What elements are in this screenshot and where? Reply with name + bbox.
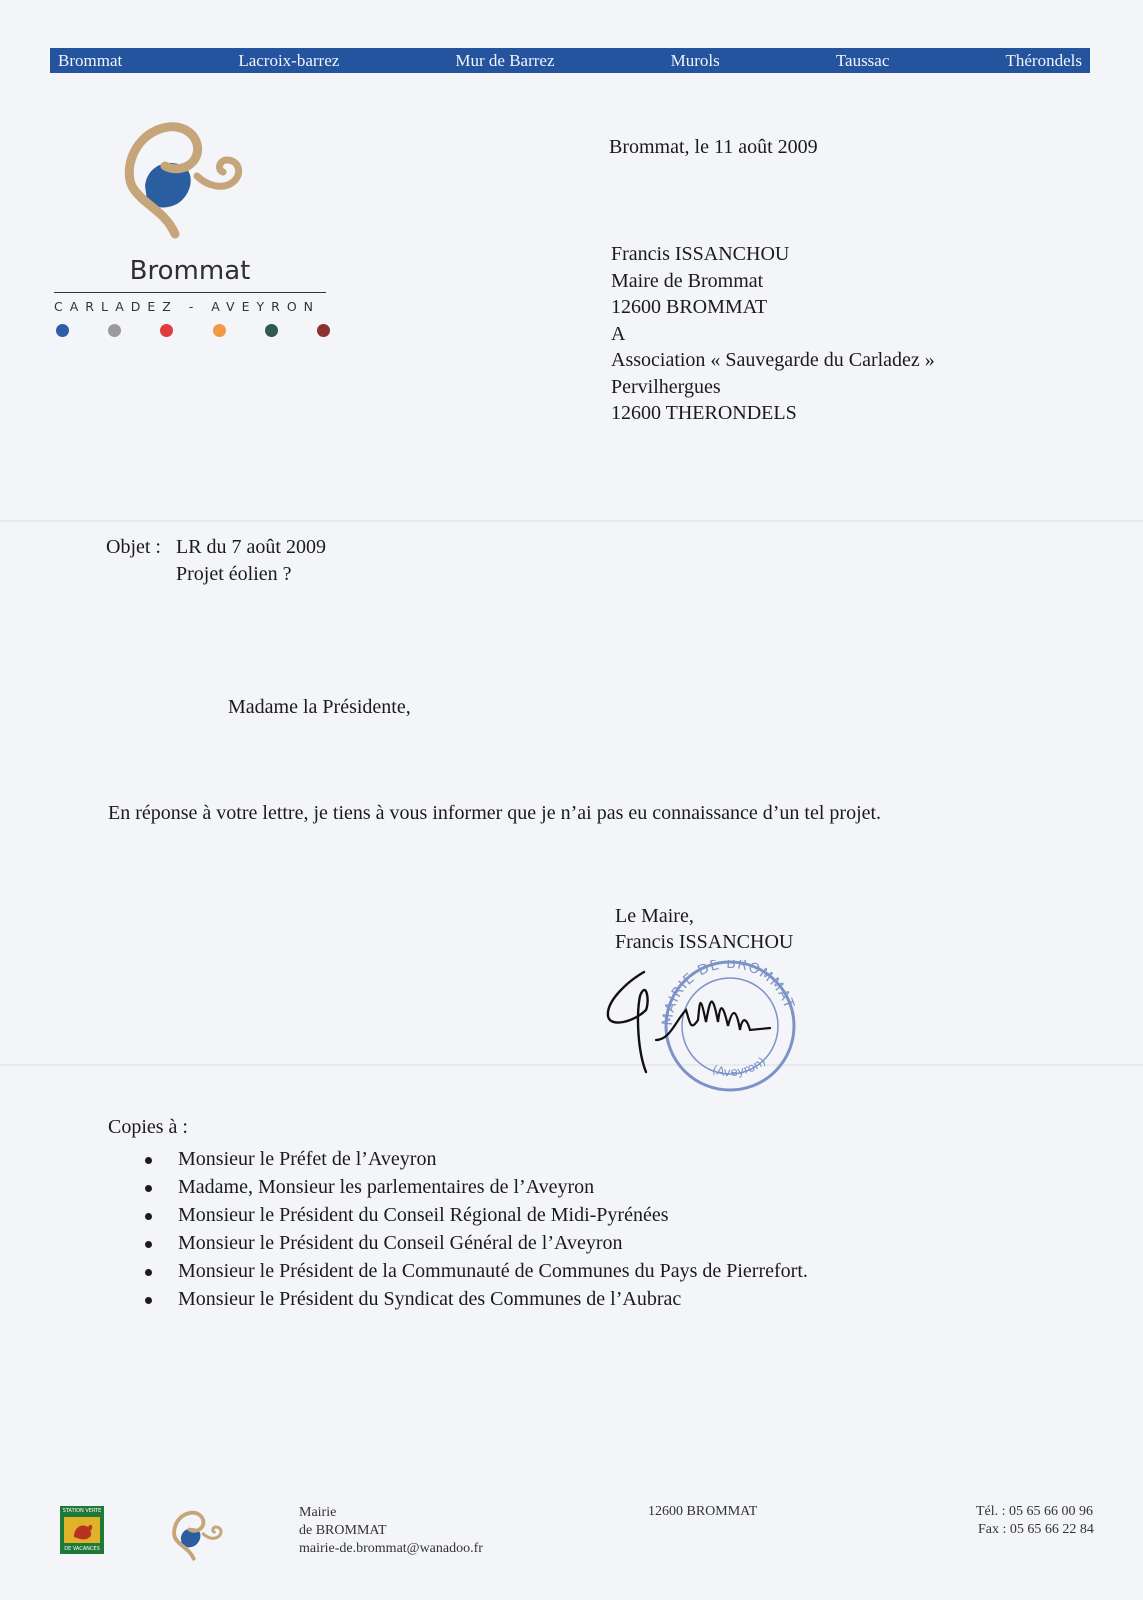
brommat-logo-icon <box>115 116 255 246</box>
sender-name: Francis ISSANCHOU <box>611 243 790 265</box>
list-item: Monsieur le Président du Syndicat des Communes de l’Aubrac <box>108 1285 808 1313</box>
sender-postcode: 12600 BROMMAT <box>611 296 768 318</box>
villages-bar <box>50 48 1090 73</box>
recipient-name: Association « Sauvegarde du Carladez » <box>611 349 935 371</box>
signature-title: Le Maire, <box>615 905 694 927</box>
dot-maroon <box>317 324 330 337</box>
signature-stamp-area <box>600 960 800 1105</box>
footer-logo-icon <box>168 1506 228 1566</box>
station-verte-badge <box>60 1506 104 1554</box>
village-name: Mur de Barrez <box>455 50 555 70</box>
village-name: Murols <box>670 50 720 70</box>
copies-label: Copies à : <box>108 1116 188 1138</box>
paper-fold <box>0 1064 1143 1068</box>
footer-address-line: de BROMMAT <box>299 1523 387 1538</box>
recipient-postcode: 12600 THERONDELS <box>611 402 797 424</box>
dot-orange <box>213 324 226 337</box>
logo-dots <box>56 324 330 337</box>
rooster-icon <box>60 1515 104 1545</box>
list-item: Monsieur le Président de la Communauté de Communes du Pays de Pierrefort. <box>108 1257 808 1285</box>
dot-red <box>160 324 173 337</box>
stamp-bottom-text: (Aveyron) <box>710 1054 769 1080</box>
subject-line: LR du 7 août 2009 <box>176 536 326 558</box>
municipality-logo <box>50 110 330 350</box>
logo-rule <box>54 292 326 293</box>
official-stamp <box>600 960 800 1100</box>
village-name: Lacroix-barrez <box>238 50 340 70</box>
subject-line: Projet éolien ? <box>176 563 292 585</box>
dot-green <box>265 324 278 337</box>
sender-title: Maire de Brommat <box>611 269 764 292</box>
recipient-place: Pervilhergues <box>611 375 721 398</box>
svg-text:(Aveyron) <box>711 1054 769 1079</box>
subject-label: Objet : <box>106 536 161 558</box>
list-item: Monsieur le Préfet de l’Aveyron <box>108 1145 808 1173</box>
village-name: Taussac <box>835 50 890 70</box>
dot-grey <box>108 324 121 337</box>
letter-date: Brommat, le 11 août 2009 <box>609 136 818 158</box>
footer-phone: Tél. : 05 65 66 00 96 <box>976 1504 1094 1519</box>
dot-blue <box>56 324 69 337</box>
footer-address-line: Mairie <box>299 1505 337 1520</box>
paper-fold <box>0 520 1143 524</box>
signature-name: Francis ISSANCHOU <box>615 931 794 953</box>
footer-fax: Fax : 05 65 66 22 84 <box>978 1522 1094 1537</box>
logo-subtitle: CARLADEZ - AVEYRON <box>54 299 321 314</box>
addressee-marker: A <box>611 322 626 345</box>
badge-bottom-label: DE VACANCES <box>64 1546 100 1552</box>
footer-postcode: 12600 BROMMAT <box>648 1504 758 1519</box>
copies-section <box>108 1114 808 1313</box>
badge-top-label: STATION VERTE <box>62 1508 102 1514</box>
list-item: Monsieur le Président du Conseil Régional de Midi-Pyrénées <box>108 1201 808 1229</box>
salutation: Madame la Présidente, <box>228 696 411 718</box>
stamp-text: MAIRIE DE BROMMAT <box>659 960 798 1027</box>
logo-name: Brommat <box>129 256 251 286</box>
list-item: Madame, Monsieur les parlementaires de l’Aveyron <box>108 1173 808 1201</box>
copies-list <box>108 1145 808 1313</box>
list-item: Monsieur le Président du Conseil Général de l’Aveyron <box>108 1229 808 1257</box>
footer-email: mairie-de.brommat@wanadoo.fr <box>299 1541 483 1556</box>
letter-body: En réponse à votre lettre, je tiens à vous informer que je n’ai pas eu connaissance d’un tel projet. <box>108 802 882 824</box>
village-name: Brommat <box>58 50 123 70</box>
village-name: Thérondels <box>1005 50 1082 70</box>
